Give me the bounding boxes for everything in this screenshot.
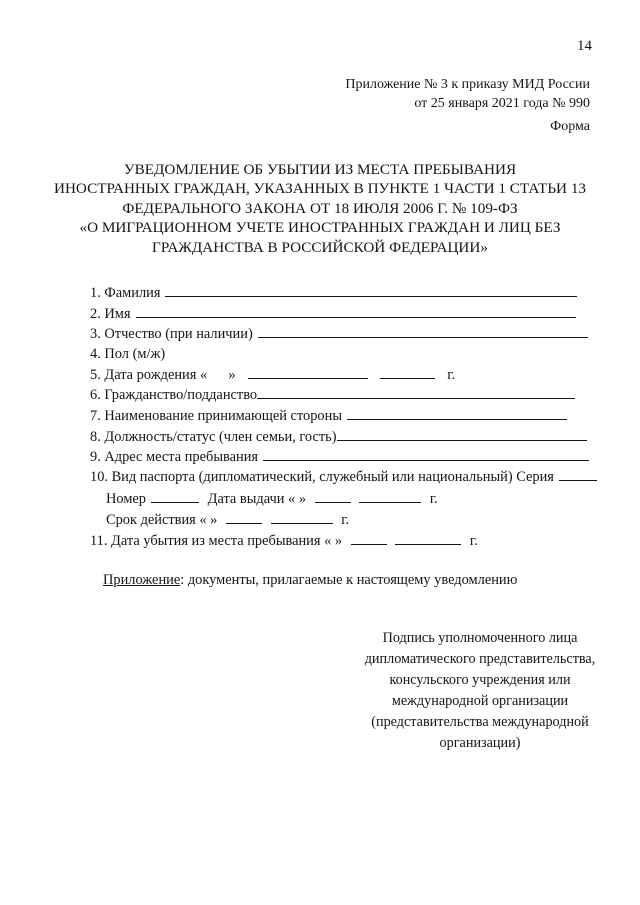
- signature-line: консульского учреждения или: [389, 672, 571, 688]
- field-passport-issue-label: Дата выдачи « »: [207, 491, 307, 507]
- field-passport-validity-row: [106, 511, 349, 529]
- field-citizenship-blank[interactable]: [257, 386, 575, 399]
- signature-line: организации): [439, 735, 521, 751]
- document-title: [40, 160, 600, 257]
- field-departure-label: 11. Дата убытия из места пребывания « »: [90, 533, 343, 549]
- field-name-row: [90, 305, 576, 323]
- title-line: УВЕДОМЛЕНИЕ ОБ УБЫТИИ ИЗ МЕСТА ПРЕБЫВАНИЯ: [123, 161, 517, 178]
- field-status-label: 8. Должность/статус (член семьи, гость): [90, 429, 337, 445]
- signature-block: [340, 628, 620, 754]
- field-host-row: [90, 407, 567, 425]
- field-address-row: [90, 448, 589, 466]
- attachment-text: : документы, прилагаемые к настоящему уведомлению: [180, 572, 518, 588]
- field-patronymic-label: 3. Отчество (при наличии): [90, 326, 253, 342]
- field-status-row: [90, 428, 587, 446]
- field-surname-label: 1. Фамилия: [90, 285, 161, 301]
- signature-line: Подпись уполномоченного лица: [382, 630, 578, 646]
- field-passport-series-blank[interactable]: [559, 468, 597, 481]
- field-citizenship-label: 6. Гражданство/подданство: [90, 387, 258, 403]
- field-passport-number-blank[interactable]: [151, 490, 199, 503]
- field-birthdate-label: 5. Дата рождения «: [90, 367, 208, 383]
- title-line: ИНОСТРАННЫХ ГРАЖДАН, УКАЗАННЫХ В ПУНКТЕ 1 ЧАСТИ 1 СТАТЬИ 13: [53, 180, 587, 198]
- title-line: ФЕДЕРАЛЬНОГО ЗАКОНА ОТ 18 ИЮЛЯ 2006 Г. № 109-ФЗ: [122, 199, 518, 217]
- field-name-blank[interactable]: [136, 305, 576, 318]
- field-birthdate-row: [90, 366, 455, 384]
- field-sex-label: 4. Пол (м/ж): [90, 346, 166, 362]
- field-departure-suffix: г.: [469, 533, 478, 549]
- field-address-blank[interactable]: [263, 448, 589, 461]
- field-birthdate-month-blank[interactable]: [248, 366, 368, 379]
- field-host-blank[interactable]: [347, 407, 567, 420]
- form-label: Форма: [550, 119, 590, 134]
- field-patronymic-row: [90, 325, 588, 343]
- field-birthdate-year-suffix: г.: [447, 367, 456, 383]
- field-passport-number-row: [106, 490, 438, 508]
- field-passport-validity-suffix: г.: [341, 512, 350, 528]
- field-passport-issue-year-blank[interactable]: [359, 490, 421, 503]
- attachment-note: [103, 572, 517, 589]
- order-date-reference: от 25 января 2021 года № 990: [414, 96, 590, 111]
- field-birthdate-year-blank[interactable]: [380, 366, 435, 379]
- field-surname-row: [90, 284, 577, 302]
- field-birthdate-quote: »: [228, 367, 236, 383]
- field-passport-issue-month-blank[interactable]: [315, 490, 351, 503]
- appendix-reference: Приложение № 3 к приказу МИД России: [345, 77, 590, 92]
- field-departure-year-blank[interactable]: [395, 532, 461, 545]
- attachment-label: Приложение: [103, 572, 181, 588]
- field-departure-month-blank[interactable]: [351, 532, 387, 545]
- title-line: «О МИГРАЦИОННОМ УЧЕТЕ ИНОСТРАННЫХ ГРАЖДАН И ЛИЦ БЕЗ: [79, 219, 561, 237]
- field-name-label: 2. Имя: [90, 306, 131, 322]
- signature-line: дипломатического представительства,: [364, 651, 596, 667]
- field-passport-validity-year-blank[interactable]: [271, 511, 333, 524]
- signature-line: международной организации: [391, 693, 569, 709]
- page-number: 14: [577, 38, 592, 54]
- field-passport-issue-suffix: г.: [429, 491, 438, 507]
- field-sex-row: [90, 345, 165, 363]
- field-passport-row: [90, 468, 597, 486]
- field-citizenship-row: [90, 386, 575, 404]
- field-passport-validity-label: Срок действия « »: [106, 512, 218, 528]
- field-passport-number-label: Номер: [106, 491, 147, 507]
- field-passport-label: 10. Вид паспорта (дипломатический, служебный или национальный) Серия: [90, 469, 554, 485]
- signature-line: (представительства международной: [371, 714, 589, 730]
- field-surname-blank[interactable]: [165, 284, 577, 297]
- field-status-blank[interactable]: [337, 428, 587, 441]
- field-host-label: 7. Наименование принимающей стороны: [90, 408, 342, 424]
- field-patronymic-blank[interactable]: [258, 325, 588, 338]
- title-line: ГРАЖДАНСТВА В РОССИЙСКОЙ ФЕДЕРАЦИИ»: [152, 238, 488, 256]
- field-address-label: 9. Адрес места пребывания: [90, 449, 259, 465]
- field-departure-row: [90, 532, 478, 550]
- field-passport-validity-month-blank[interactable]: [226, 511, 262, 524]
